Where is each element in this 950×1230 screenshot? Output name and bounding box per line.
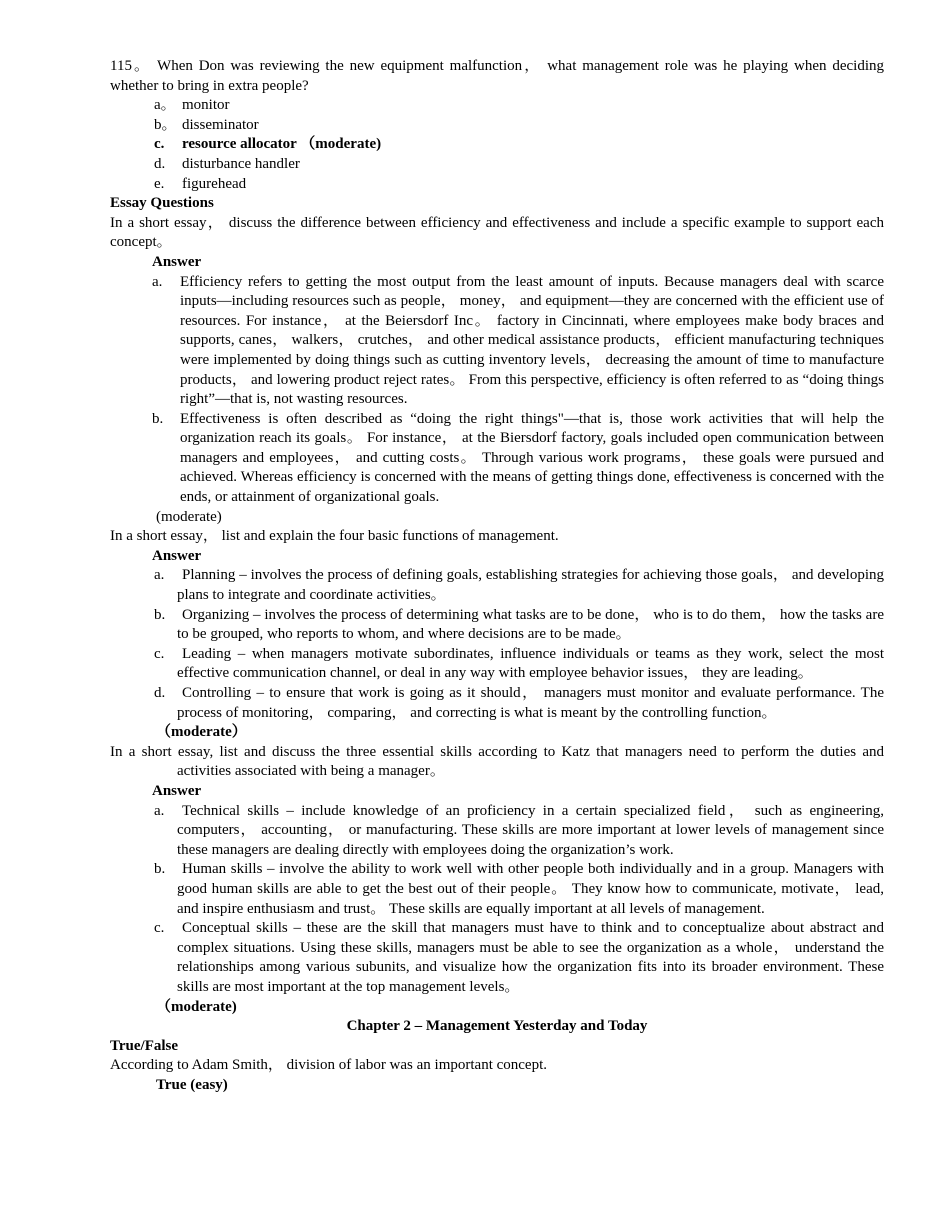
essay-3-item-b: b. Human skills – involve the ability to work well with other people both individually and in a group. Managers with good human skills are able to get the best out of their people。 They know how to communicate, motivate， lead, and inspire enthusiasm and trust。 These skills are equally important at all levels of management. [154,861,884,917]
option-d: d. disturbance handler [154,155,300,172]
tf-1-question: According to Adam Smith， division of labor was an important concept. [110,1057,548,1074]
essay-2-difficulty: （moderate） [156,724,247,741]
option-a: a。 monitor [154,97,230,114]
essay-3-answer-label: Answer [152,782,202,799]
essay-1-item-b: b. Effectiveness is often described as “doing the right things"—that is, those work activities that will help the organization reach its goals。 For instance， at the Biersdorf factory, goals included open communication between managers and employees， and cutting costs。 Through various work programs， these goals were pursued and achieved. Whereas efficiency is concerned with the means of getting things done, effectiveness is concerned with the ends, or attainment of organizational goals. [152,410,884,506]
question-115: 115。 When Don was reviewing the new equipment malfunction， what management role was he playing when deciding whether to bring in extra people? [110,58,884,94]
tf-1-answer: True (easy) [156,1076,228,1093]
true-false-heading: True/False [110,1037,179,1054]
essay-2-item-c: c. Leading – when managers motivate subordinates, influence individuals or teams as they work, select the most effective communication channel, or deal in any way with employee behavior issues， they are leading。 [154,645,884,682]
essay-2-question: In a short essay， list and explain the four basic functions of management. [110,528,559,545]
essay-1-answer-label: Answer [152,253,202,270]
essay-2-answer-label: Answer [152,547,202,564]
chapter-title: Chapter 2 – Management Yesterday and Today [346,1018,648,1035]
question-115-options [110,96,884,194]
essay-1-item-a: a. Efficiency refers to getting the most output from the least amount of inputs. Because managers deal with scarce inputs—including resources such as people， money， and equipment—they are concerned with the efficient use of resources. For instance， at the Beiersdorf Inc。 factory in Cincinnati, where employees make body braces and supports, canes， walkers， crutches， and other medical assistance products， efficient manufacturing techniques were implemented by doing things such as cutting inventory levels， decreasing the amount of time to manufacture products， and lowering product reject rates。 From this perspective, efficiency is often referred to as “doing things right”—that is, not wasting resources. [152,273,884,408]
essay-questions-heading: Essay Questions [110,195,214,212]
essay-2-item-d: d. Controlling – to ensure that work is going as it should， managers must monitor and evaluate performance. The process of monitoring， comparing， and correcting is what is meant by the controlling function。 [154,685,884,721]
essay-2-item-b: b. Organizing – involves the process of determining what tasks are to be done， who is to do them， how the tasks are to be grouped, who reports to whom, and where decisions are to be made。 [154,606,884,643]
document-page [110,57,884,1095]
essay-1-answer-list [110,273,884,508]
essay-1-question: In a short essay， discuss the difference between efficiency and effectiveness and include a specific example to support each concept。 [110,214,884,251]
option-c-correct: c. resource allocator （moderate) [154,136,382,153]
essay-2-answer-list [110,566,884,723]
essay-3-item-c: c. Conceptual skills – these are the skill that managers must have to think and to conceptualize about abstract and complex situations. Using these skills, managers must be able to see the organization as a whole， understand the relationships among various subunits, and visualize how the organization fits into its broader environment. These skills are most important at the top management levels。 [154,920,884,995]
essay-1-difficulty: (moderate) [156,508,222,525]
essay-3-question: In a short essay, list and discuss the three essential skills according to Katz that managers need to perform the duties and activities associated with being a manager。 [110,743,884,780]
essay-2-item-a: a. Planning – involves the process of defining goals, establishing strategies for achieving those goals， and developing plans to integrate and coordinate activities。 [154,567,884,604]
option-e: e. figurehead [154,175,247,192]
essay-3-difficulty: （moderate) [156,998,237,1015]
essay-3-answer-list [110,802,884,998]
essay-3-item-a: a. Technical skills – include knowledge of an proficiency in a certain specialized field， such as engineering, computers， accounting， or manufacturing. These skills are more important at lower levels of management since these managers are dealing directly with employees doing the organization’s work. [154,802,884,858]
option-b: b。 disseminator [154,116,259,133]
